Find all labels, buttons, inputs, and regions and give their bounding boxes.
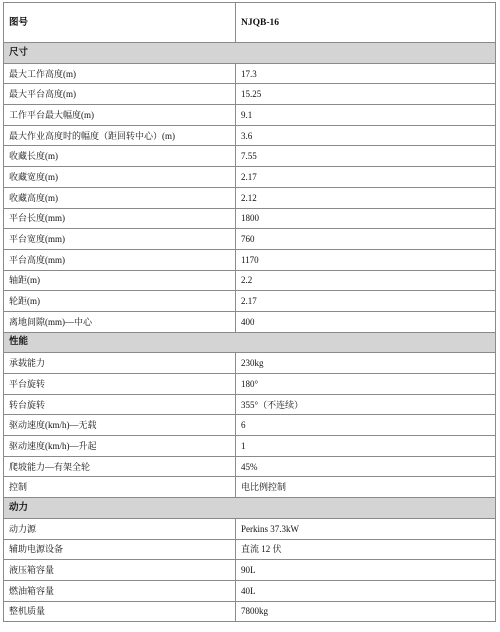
spec-value: 1800: [236, 208, 496, 229]
section-header-row: [4, 43, 496, 64]
spec-row: [4, 63, 496, 84]
spec-row: [4, 125, 496, 146]
spec-value: 230kg: [236, 353, 496, 374]
spec-row: [4, 518, 496, 539]
spec-label: 轴距(m): [4, 270, 236, 291]
spec-value: 2.17: [236, 167, 496, 188]
spec-row: [4, 477, 496, 498]
spec-label: 平台高度(mm): [4, 249, 236, 270]
spec-row: [4, 539, 496, 560]
spec-table-body: [4, 3, 496, 622]
spec-row: [4, 580, 496, 601]
spec-label: 工作平台最大幅度(m): [4, 105, 236, 126]
spec-row: [4, 436, 496, 457]
spec-value: 1170: [236, 249, 496, 270]
spec-value: Perkins 37.3kW: [236, 518, 496, 539]
spec-row: [4, 456, 496, 477]
spec-row: [4, 291, 496, 312]
spec-label: 最大平台高度(m): [4, 84, 236, 105]
spec-label: 最大工作高度(m): [4, 63, 236, 84]
spec-value: 直流 12 伏: [236, 539, 496, 560]
spec-label: 平台宽度(mm): [4, 229, 236, 250]
spec-row: [4, 560, 496, 581]
model-header-row: [4, 3, 496, 43]
spec-value: 2.2: [236, 270, 496, 291]
spec-label: 辅助电源设备: [4, 539, 236, 560]
spec-value: 2.12: [236, 187, 496, 208]
spec-value: 90L: [236, 560, 496, 581]
spec-value: 180°: [236, 374, 496, 395]
spec-value: 45%: [236, 456, 496, 477]
model-value: NJQB-16: [236, 3, 496, 43]
spec-value: 760: [236, 229, 496, 250]
spec-value: 1: [236, 436, 496, 457]
spec-label: 整机质量: [4, 601, 236, 622]
spec-value: 6: [236, 415, 496, 436]
spec-label: 液压箱容量: [4, 560, 236, 581]
spec-label: 平台长度(mm): [4, 208, 236, 229]
spec-label: 驱动速度(km/h)—无载: [4, 415, 236, 436]
spec-row: [4, 146, 496, 167]
spec-label: 最大作业高度时的幅度（距回转中心）(m): [4, 125, 236, 146]
spec-row: [4, 353, 496, 374]
spec-row: [4, 270, 496, 291]
spec-label: 平台旋转: [4, 374, 236, 395]
spec-row: [4, 208, 496, 229]
spec-value: 3.6: [236, 125, 496, 146]
spec-row: [4, 167, 496, 188]
spec-label: 转台旋转: [4, 394, 236, 415]
spec-label: 轮距(m): [4, 291, 236, 312]
spec-value: 7.55: [236, 146, 496, 167]
section-header-row: [4, 332, 496, 353]
spec-value: 17.3: [236, 63, 496, 84]
model-label: 图号: [4, 3, 236, 43]
section-title: 动力: [4, 498, 496, 519]
spec-label: 收藏宽度(m): [4, 167, 236, 188]
spec-label: 动力源: [4, 518, 236, 539]
spec-value: 9.1: [236, 105, 496, 126]
spec-label: 控制: [4, 477, 236, 498]
spec-table: [3, 2, 496, 622]
section-title: 性能: [4, 332, 496, 353]
spec-value: 7800kg: [236, 601, 496, 622]
spec-row: [4, 601, 496, 622]
spec-label: 收藏高度(m): [4, 187, 236, 208]
section-header-row: [4, 498, 496, 519]
spec-label: 驱动速度(km/h)—升起: [4, 436, 236, 457]
spec-row: [4, 415, 496, 436]
spec-label: 承载能力: [4, 353, 236, 374]
spec-row: [4, 311, 496, 332]
spec-row: [4, 84, 496, 105]
spec-value: 15.25: [236, 84, 496, 105]
spec-row: [4, 374, 496, 395]
spec-row: [4, 105, 496, 126]
spec-value: 2.17: [236, 291, 496, 312]
spec-row: [4, 394, 496, 415]
spec-row: [4, 249, 496, 270]
spec-value: 电比例控制: [236, 477, 496, 498]
spec-row: [4, 229, 496, 250]
spec-label: 燃油箱容量: [4, 580, 236, 601]
section-title: 尺寸: [4, 43, 496, 64]
spec-value: 40L: [236, 580, 496, 601]
spec-value: 400: [236, 311, 496, 332]
spec-row: [4, 187, 496, 208]
spec-label: 收藏长度(m): [4, 146, 236, 167]
spec-value: 355°（不连续）: [236, 394, 496, 415]
spec-label: 离地间隙(mm)—中心: [4, 311, 236, 332]
spec-label: 爬坡能力—有架全轮: [4, 456, 236, 477]
